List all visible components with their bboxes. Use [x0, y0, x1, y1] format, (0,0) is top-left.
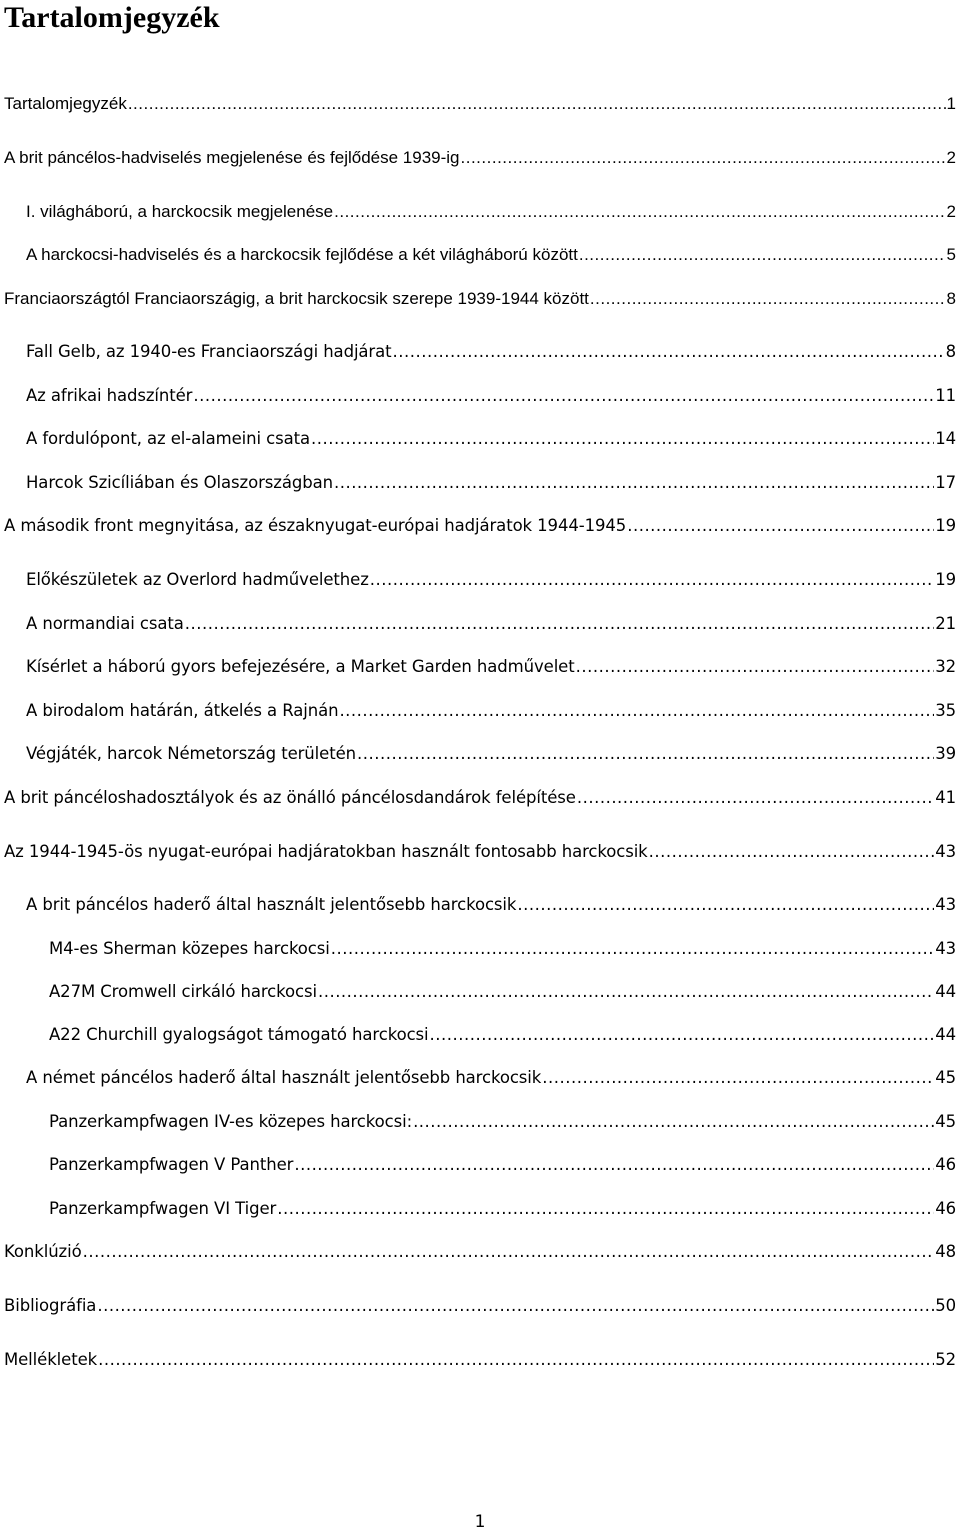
toc-leader-dots [97, 1296, 934, 1315]
toc-entry[interactable] [26, 701, 956, 720]
toc-entry-title: Bibliográfia [4, 1296, 97, 1315]
toc-leader-dots [357, 744, 934, 763]
toc-entry[interactable] [26, 473, 956, 492]
toc-entry[interactable] [4, 842, 956, 861]
toc-entry[interactable] [4, 788, 956, 807]
toc-entry-title: Fall Gelb, az 1940-es Franciaországi hadjárat [26, 342, 392, 361]
toc-entry-page: 21 [935, 614, 956, 633]
toc-entry-page: 52 [935, 1350, 956, 1369]
toc-leader-dots [185, 614, 934, 633]
toc-entry[interactable] [26, 429, 956, 448]
toc-leader-dots [579, 245, 946, 265]
toc-leader-dots [649, 842, 935, 861]
toc-entry-page: 14 [935, 429, 956, 448]
toc-leader-dots [128, 94, 946, 114]
toc-leader-dots [98, 1350, 934, 1369]
toc-entry[interactable] [26, 744, 956, 763]
toc-leader-dots [294, 1155, 934, 1174]
toc-entry-title: A normandiai csata [26, 614, 184, 633]
toc-leader-dots [542, 1068, 934, 1087]
toc-entry[interactable] [26, 342, 956, 361]
toc-entry[interactable] [49, 1199, 956, 1218]
toc-leader-dots [461, 148, 946, 168]
toc-leader-dots [590, 289, 946, 309]
toc-leader-dots [334, 202, 945, 222]
toc-entry[interactable] [4, 1296, 956, 1315]
toc-entry[interactable] [4, 289, 956, 309]
toc-entry-page: 50 [935, 1296, 956, 1315]
toc-entry[interactable] [4, 1242, 956, 1261]
toc-entry[interactable] [4, 94, 956, 114]
toc-entry-page: 17 [935, 473, 956, 492]
toc-entry-title: Az afrikai hadszíntér [26, 386, 193, 405]
toc-entry-page: 19 [935, 570, 956, 589]
toc-entry-page: 48 [935, 1242, 956, 1261]
toc-entry-title: Tartalomjegyzék [4, 94, 127, 113]
toc-entry[interactable] [49, 1025, 956, 1044]
toc-entry-page: 2 [946, 202, 956, 221]
toc-entry[interactable] [26, 245, 956, 265]
toc-leader-dots [311, 429, 934, 448]
toc-leader-dots [577, 788, 934, 807]
toc-entry-page: 32 [935, 657, 956, 676]
toc-entry-title: A brit páncélos haderő által használt jelentősebb harckocsik [26, 895, 517, 914]
toc-leader-dots [413, 1112, 934, 1131]
toc-entry[interactable] [49, 1155, 956, 1174]
toc-entry-page: 35 [935, 701, 956, 720]
toc-entry-page: 45 [935, 1068, 956, 1087]
toc-entry-title: A brit páncéloshadosztályok és az önálló páncélosdandárok felépítése [4, 788, 576, 807]
toc-entry-page: 45 [935, 1112, 956, 1131]
toc-entry-title: M4-es Sherman közepes harckocsi [49, 939, 330, 958]
toc-leader-dots [430, 1025, 935, 1044]
toc-entry[interactable] [26, 614, 956, 633]
toc-entry-title: A második front megnyitása, az északnyugat-európai hadjáratok 1944-1945 [4, 516, 627, 535]
toc-entry[interactable] [26, 570, 956, 589]
toc-entry-page: 46 [935, 1155, 956, 1174]
toc-entry-page: 44 [935, 1025, 956, 1044]
toc-entry-title: A fordulópont, az el-alameini csata [26, 429, 310, 448]
toc-entry[interactable] [4, 148, 956, 168]
toc-entry[interactable] [49, 982, 956, 1001]
toc-entry-title: Kísérlet a háború gyors befejezésére, a Market Garden hadművelet [26, 657, 575, 676]
toc-entry-title: Előkészületek az Overlord hadművelethez [26, 570, 369, 589]
toc-leader-dots [627, 516, 934, 535]
toc-entry-page: 8 [946, 289, 956, 308]
toc-entry-title: A német páncélos haderő által használt jelentősebb harckocsik [26, 1068, 542, 1087]
toc-entry[interactable] [4, 1350, 956, 1369]
toc-entry-title: Mellékletek [4, 1350, 98, 1369]
toc-leader-dots [83, 1242, 935, 1261]
toc-entry-page: 41 [935, 788, 956, 807]
toc-leader-dots [393, 342, 945, 361]
toc-leader-dots [339, 701, 934, 720]
toc-leader-dots [334, 473, 934, 492]
toc-entry-page: 39 [935, 744, 956, 763]
toc-leader-dots [277, 1199, 934, 1218]
toc-leader-dots [331, 939, 934, 958]
toc-entry-title: A harckocsi-hadviselés és a harckocsik fejlődése a két világháború között [26, 245, 578, 264]
toc-entry[interactable] [26, 895, 956, 914]
toc-entry[interactable] [26, 202, 956, 222]
toc-entry-title: A22 Churchill gyalogságot támogató harckocsi [49, 1025, 429, 1044]
toc-leader-dots [193, 386, 934, 405]
toc-entry-page: 46 [935, 1199, 956, 1218]
toc-entry-page: 43 [935, 939, 956, 958]
toc-entry-page: 1 [946, 94, 956, 113]
toc-leader-dots [517, 895, 934, 914]
toc-entry-title: Az 1944-1945-ös nyugat-európai hadjáratokban használt fontosabb harckocsik [4, 842, 648, 861]
toc-entry-title: Panzerkampfwagen IV-es közepes harckocsi: [49, 1112, 413, 1131]
toc-entry-page: 11 [935, 386, 956, 405]
toc-entry-title: Konklúzió [4, 1242, 82, 1261]
toc-entry[interactable] [49, 1112, 956, 1131]
toc-entry-title: A27M Cromwell cirkáló harckocsi [49, 982, 317, 1001]
toc-entry-page: 8 [945, 342, 956, 361]
toc-entry[interactable] [26, 1068, 956, 1087]
toc-entry[interactable] [4, 516, 956, 535]
toc-entry-page: 2 [946, 148, 956, 167]
toc-leader-dots [370, 570, 934, 589]
toc-entry-page: 19 [935, 516, 956, 535]
toc-entry-title: Harcok Szicíliában és Olaszországban [26, 473, 333, 492]
toc-entry-page: 44 [935, 982, 956, 1001]
toc-entry-title: Panzerkampfwagen VI Tiger [49, 1199, 277, 1218]
toc-entry-page: 43 [935, 842, 956, 861]
toc-entry[interactable] [26, 657, 956, 676]
toc-entry-title: I. világháború, a harckocsik megjelenése [26, 202, 334, 221]
page-number: 1 [474, 1512, 486, 1532]
toc-entry-title: Panzerkampfwagen V Panther [49, 1155, 294, 1174]
toc-entry[interactable] [49, 939, 956, 958]
toc-leader-dots [318, 982, 934, 1001]
toc-leader-dots [576, 657, 935, 676]
toc-entry-title: A brit páncélos-hadviselés megjelenése és fejlődése 1939-ig [4, 148, 460, 167]
toc-entry-page: 5 [946, 245, 956, 264]
toc-entry-title: Franciaországtól Franciaországig, a brit harckocsik szerepe 1939-1944 között [4, 289, 589, 308]
toc-heading: Tartalomjegyzék [4, 1, 220, 34]
toc-entry-title: A birodalom határán, átkelés a Rajnán [26, 701, 339, 720]
toc-entry-page: 43 [935, 895, 956, 914]
toc-entry[interactable] [26, 386, 956, 405]
toc-entry-title: Végjáték, harcok Németország területén [26, 744, 356, 763]
